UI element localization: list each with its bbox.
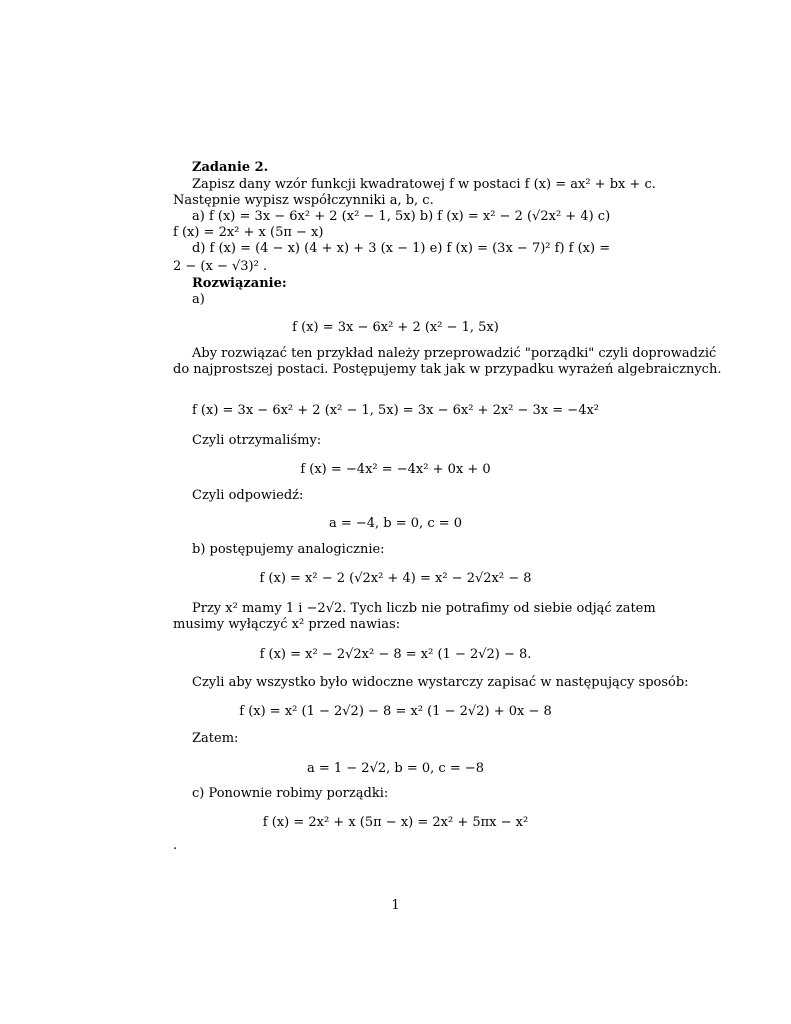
trailing-dot: . [173, 838, 178, 853]
equation-b-4: a = 1 − 2√2, b = 0, c = −8 [306, 761, 485, 776]
text-a-4: Czyli odpowiedź: [192, 488, 304, 503]
equation-a-1: f (x) = 3x − 6x² + 2 (x² − 1, 5x) [292, 320, 499, 335]
task-text-line-1: Zapisz dany wzór funkcji kwadratowej f w postaci f (x) = ax² + bx + c. [192, 177, 656, 192]
task-text-line-5: d) f (x) = (4 − x) (4 + x) + 3 (x − 1) e) f (x) = (3x − 7)² f) f (x) = [192, 241, 611, 256]
task-text-line-3: a) f (x) = 3x − 6x² + 2 (x² − 1, 5x) b) f (x) = x² − 2 (√2x² + 4) c) [192, 209, 611, 224]
part-c-label: c) Ponownie robimy porządki: [192, 786, 389, 801]
task-text-line-4: f (x) = 2x² + x (5π − x) [173, 225, 324, 240]
part-b-label: b) postępujemy analogicznie: [192, 542, 385, 557]
text-a-3: Czyli otrzymaliśmy: [192, 433, 322, 448]
task-title: Zadanie 2. [192, 160, 269, 175]
equation-b-3: f (x) = x² (1 − 2√2) − 8 = x² (1 − 2√2) + 0x − 8 [239, 704, 552, 719]
equation-a-3: f (x) = −4x² = −4x² + 0x + 0 [300, 462, 491, 477]
page-number: 1 [391, 898, 400, 913]
equation-c-1: f (x) = 2x² + x (5π − x) = 2x² + 5πx − x² [262, 815, 529, 830]
paragraph-a-line-1: Aby rozwiązać ten przykład należy przeprowadzić "porządki" czyli doprowadzić [192, 346, 717, 361]
task-text-line-6: 2 − (x − √3)² . [173, 259, 268, 274]
equation-a-2: f (x) = 3x − 6x² + 2 (x² − 1, 5x) = 3x − 6x² + 2x² − 3x = −4x² [191, 403, 600, 418]
paragraph-b-line-2: musimy wyłączyć x² przed nawias: [173, 617, 401, 632]
paragraph-b-line-1: Przy x² mamy 1 i −2√2. Tych liczb nie potrafimy od siebie odjąć zatem [192, 601, 656, 616]
part-a-label: a) [192, 292, 205, 307]
solution-title: Rozwiązanie: [192, 276, 287, 291]
equation-a-4: a = −4, b = 0, c = 0 [328, 516, 463, 531]
equation-b-2: f (x) = x² − 2√2x² − 8 = x² (1 − 2√2) − 8. [259, 647, 532, 662]
paragraph-a-line-2: do najprostszej postaci. Postępujemy tak jak w przypadku wyrażeń algebraicznych. [173, 362, 722, 377]
equation-b-1: f (x) = x² − 2 (√2x² + 4) = x² − 2√2x² − 8 [259, 571, 532, 586]
text-b-3: Czyli aby wszystko było widoczne wystarczy zapisać w następujący sposób: [192, 675, 689, 690]
text-b-4: Zatem: [192, 731, 239, 746]
task-text-line-2: Następnie wypisz współczynniki a, b, c. [173, 193, 434, 208]
